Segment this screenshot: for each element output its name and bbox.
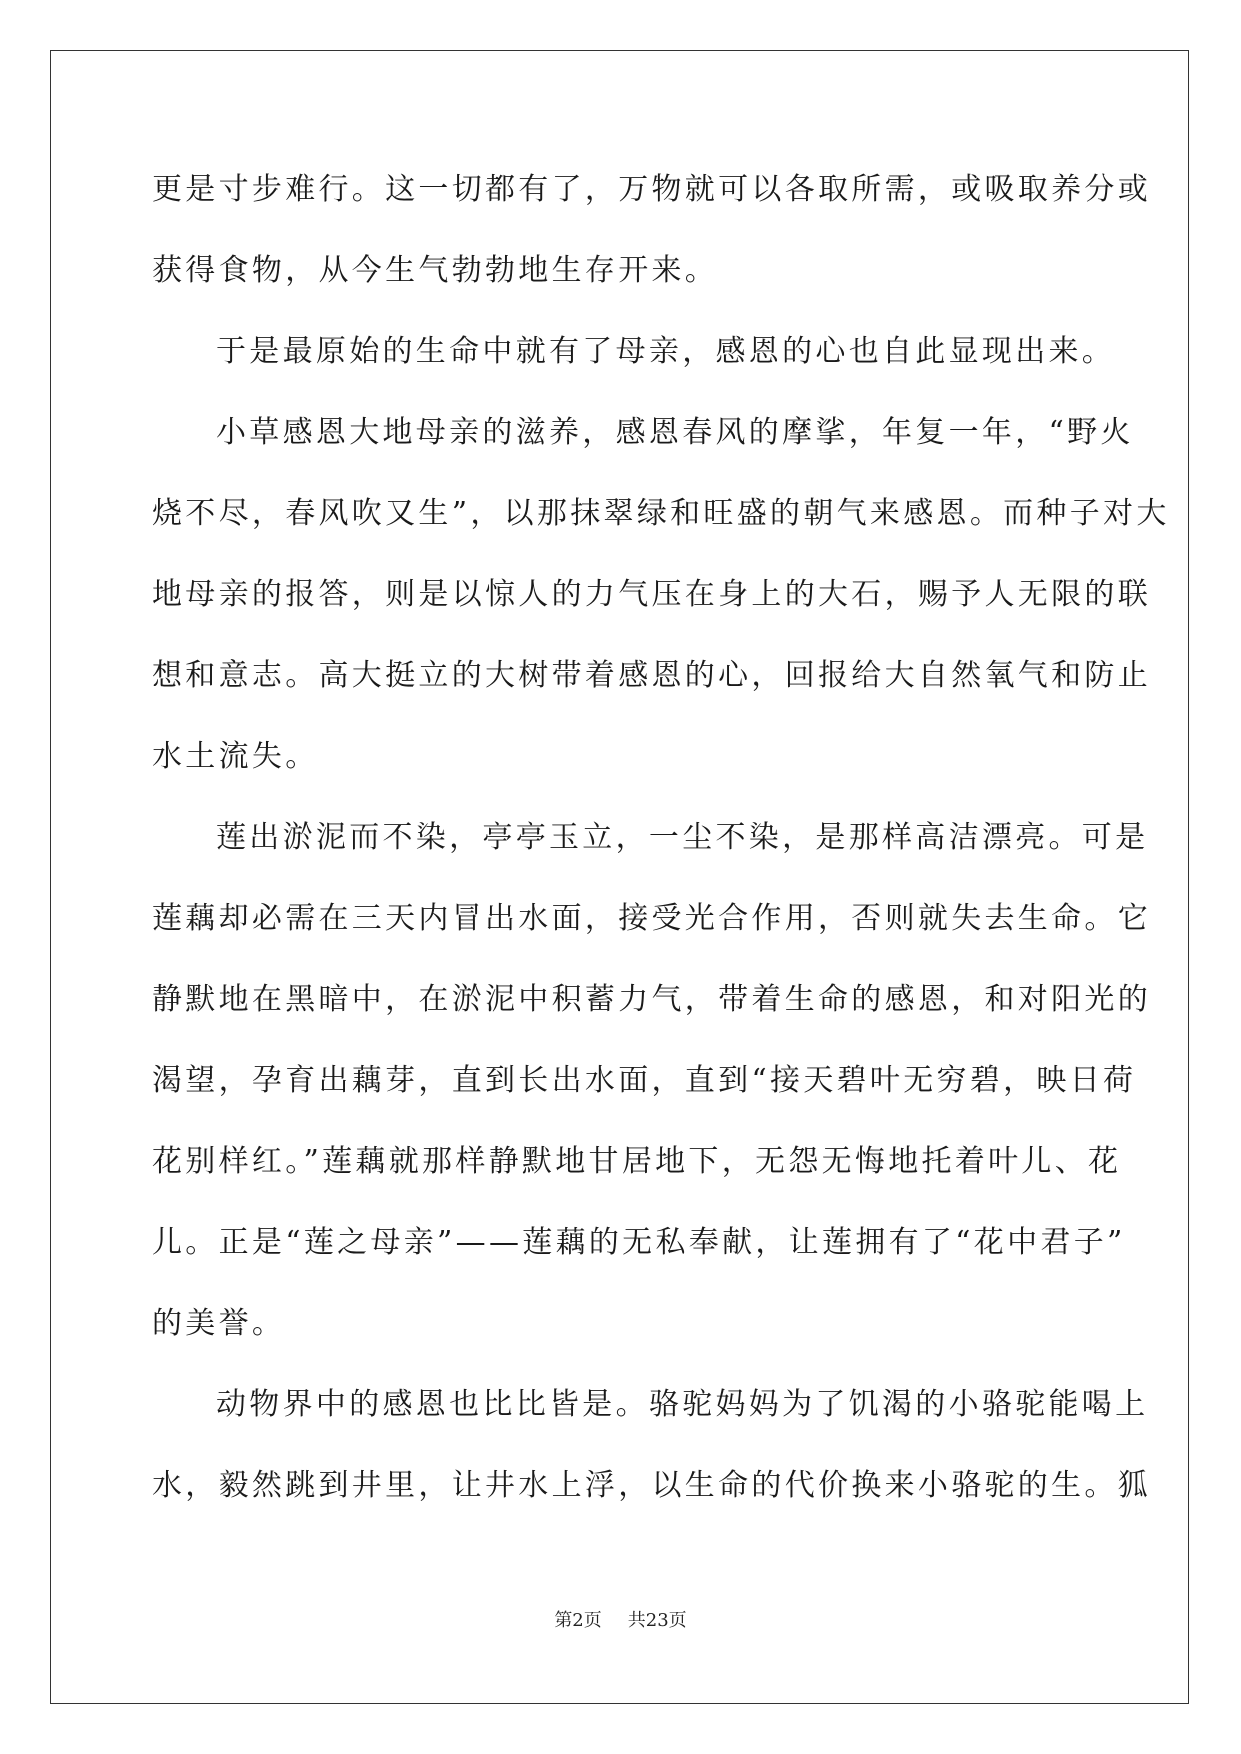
text-line: 想和意志。高大挺立的大树带着感恩的心，回报给大自然氧气和防止 xyxy=(152,658,1151,693)
page-number: 第2页 xyxy=(554,1610,602,1631)
text-line: 更是寸步难行。这一切都有了，万物就可以各取所需，或吸取养分或 xyxy=(152,172,1151,207)
text-line: 于是最原始的生命中就有了母亲，感恩的心也自此显现出来。 xyxy=(216,334,1116,369)
text-line: 儿。正是“莲之母亲”——莲藕的无私奉献，让莲拥有了“花中君子” xyxy=(152,1225,1126,1260)
text-line: 莲藕却必需在三天内冒出水面，接受光合作用，否则就失去生命。它 xyxy=(152,901,1151,936)
text-line: 渴望，孕育出藕芽，直到长出水面，直到“接天碧叶无穷碧，映日荷 xyxy=(152,1063,1137,1098)
text-line: 地母亲的报答，则是以惊人的力气压在身上的大石，赐予人无限的联 xyxy=(152,577,1151,612)
text-line: 莲出淤泥而不染，亭亭玉立，一尘不染，是那样高洁漂亮。可是 xyxy=(216,820,1149,855)
text-line: 获得食物，从今生气勃勃地生存开来。 xyxy=(152,253,719,288)
page-footer xyxy=(0,1606,1241,1632)
text-line: 静默地在黑暗中，在淤泥中积蓄力气，带着生命的感恩，和对阳光的 xyxy=(152,982,1151,1017)
text-line: 水，毅然跳到井里，让井水上浮，以生命的代价换来小骆驼的生。狐 xyxy=(152,1468,1151,1503)
page-total: 共23页 xyxy=(627,1610,687,1631)
text-line: 花别样红。”莲藕就那样静默地甘居地下，无怨无悔地托着叶儿、花 xyxy=(152,1144,1122,1179)
document-body xyxy=(152,162,1170,1539)
text-line: 水土流失。 xyxy=(152,739,319,774)
text-line: 烧不尽，春风吹又生”，以那抹翠绿和旺盛的朝气来感恩。而种子对大 xyxy=(152,496,1170,531)
text-line: 的美誉。 xyxy=(152,1306,286,1341)
text-line: 小草感恩大地母亲的滋养，感恩春风的摩挲，年复一年，“野火 xyxy=(216,415,1134,450)
text-line: 动物界中的感恩也比比皆是。骆驼妈妈为了饥渴的小骆驼能喝上 xyxy=(216,1387,1149,1422)
